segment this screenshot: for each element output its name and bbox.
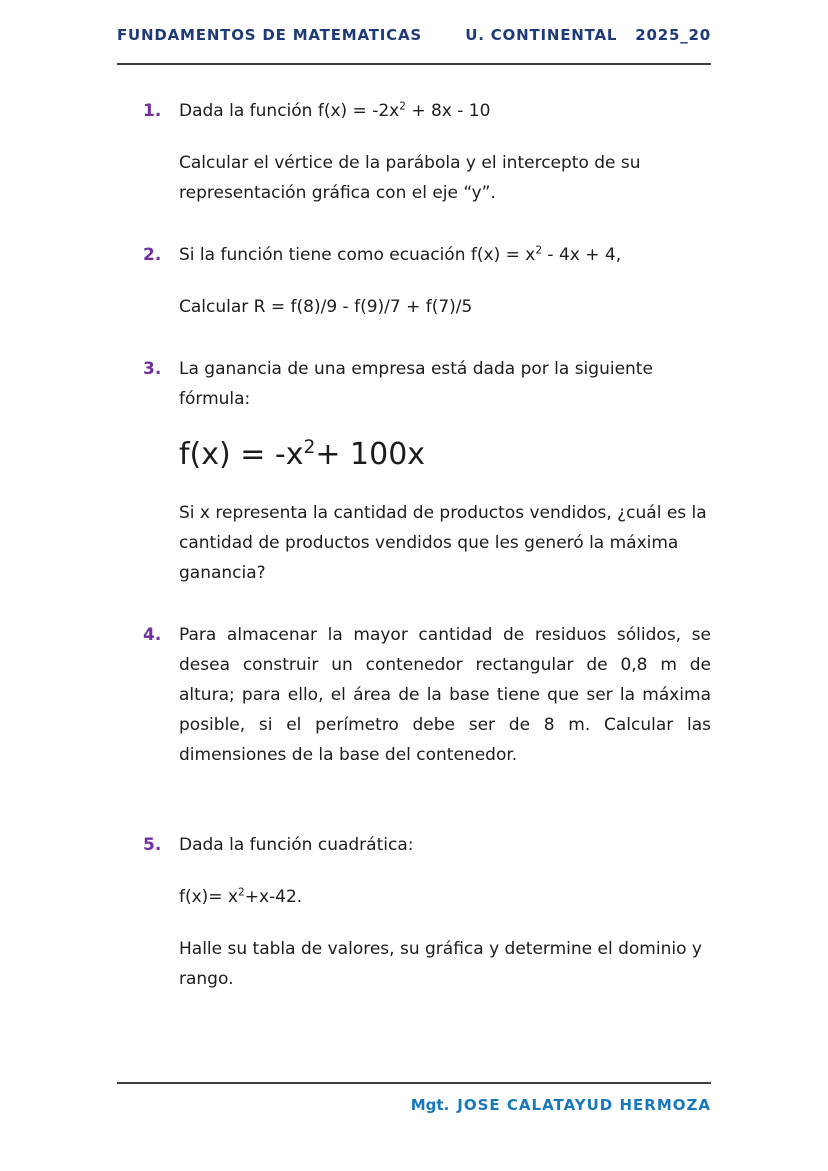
problem-4 [143, 620, 711, 770]
problem-list [117, 96, 711, 994]
formula-text: + 8x - 10 [405, 101, 491, 121]
formula-text: f(x)= x [179, 887, 239, 907]
signature-title: Mgt. [410, 1096, 450, 1114]
problem-3-body [179, 354, 711, 588]
formula-text: + 100x [315, 437, 426, 472]
exponent: 2 [399, 100, 406, 113]
formula-text: - 4x + 4, [542, 245, 622, 265]
problem-2-question: Calcular R = f(8)/9 - f(9)/7 + f(7)/5 [179, 297, 473, 317]
header-rule [117, 63, 711, 65]
formula-text: f(x) = -x [179, 437, 304, 472]
problem-3-statement: La ganancia de una empresa está dada por la siguiente fórmula: [179, 359, 653, 409]
formula-text: +x-42. [244, 887, 303, 907]
term-code: 2025_20 [635, 26, 711, 44]
problem-3 [143, 354, 711, 588]
institution-name: U. CONTINENTAL [465, 26, 618, 44]
problem-2-statement [179, 240, 711, 270]
problem-5-formula [179, 882, 711, 912]
problem-3-question: Si x representa la cantidad de productos vendidos, ¿cuál es la cantidad de productos vendidos que les generó la máxima ganancia? [179, 503, 707, 583]
formula-text: Dada la función f(x) = -2x [179, 101, 400, 121]
problem-5-body [179, 830, 711, 994]
problem-2 [143, 240, 711, 322]
exponent: 2 [535, 244, 543, 257]
problem-3-formula [179, 434, 711, 476]
problem-4-statement: Para almacenar la mayor cantidad de residuos sólidos, se desea construir un contenedor rectangular de 0,8 m de altura; para ello, el área de la base tiene que ser la máxima posible, si el perímetro debe ser de 8 m. Calcular las dimensiones de la base del contenedor. [179, 625, 711, 765]
header-right [465, 26, 711, 44]
exponent: 2 [303, 437, 316, 458]
signature-name: JOSE CALATAYUD HERMOZA [457, 1096, 711, 1114]
exponent: 2 [238, 886, 245, 899]
problem-5-number: 5. [143, 835, 162, 855]
problem-4-number: 4. [143, 625, 162, 645]
problem-1-statement [179, 96, 711, 126]
problem-3-number: 3. [143, 359, 162, 379]
problem-2-number: 2. [143, 245, 162, 265]
problem-1-number: 1. [143, 101, 162, 121]
formula-text: Si la función tiene como ecuación f(x) = x [179, 245, 536, 265]
course-title: FUNDAMENTOS DE MATEMATICAS [117, 26, 422, 44]
page-header [117, 26, 711, 44]
footer-rule [117, 1082, 711, 1084]
problem-5-question: Halle su tabla de valores, su gráfica y determine el dominio y rango. [179, 939, 702, 989]
problem-5-statement: Dada la función cuadrática: [179, 835, 414, 855]
problem-1-body [179, 96, 711, 208]
problem-4-body [179, 620, 711, 770]
problem-1-question: Calcular el vértice de la parábola y el intercepto de su representación gráfica con el eje “y”. [179, 153, 641, 203]
problem-1 [143, 96, 711, 208]
footer-signature [117, 1096, 711, 1114]
problem-5 [143, 830, 711, 994]
problem-2-body [179, 240, 711, 322]
